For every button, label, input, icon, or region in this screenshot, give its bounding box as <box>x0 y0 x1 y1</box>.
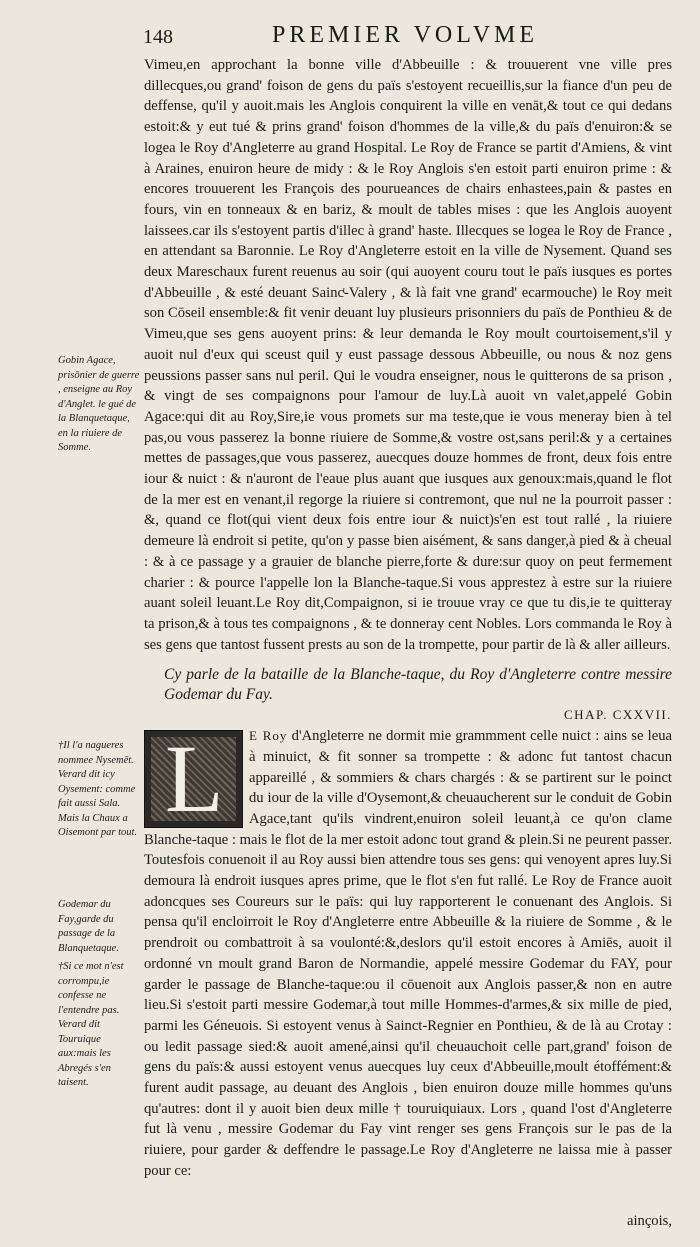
chapter-number: CHAP. CXXVII. <box>564 707 672 723</box>
chapter-title: Cy parle de la bataille de la Blanche-taque, du Roy d'Angleterre contre messire Godemar du Fay. <box>164 666 672 704</box>
paragraph-lead: E Roy <box>249 728 288 744</box>
margin-note-nysement: †Il l'a nagueres nommee Nysemēt. Verard dit icy Oysement: comme fait aussi Sala. Mais la Chaux a Oisemont par tout. <box>58 740 138 838</box>
main-text <box>144 55 672 1182</box>
running-title: PREMIER VOLVME <box>272 22 539 48</box>
page-number: 148 <box>143 26 173 48</box>
paragraph-2 <box>144 726 672 1181</box>
chapter-number-row <box>144 705 672 726</box>
paragraph-2-text: d'Angleterre ne dormit mie grammment celle nuict : ains se leua à minuict, & fit sonner sa trompette : & adonc fut tantost chacun appareillé , & sommiers & chars chargés : & se partirent sur le poinct du iour de la ville d'Oysemont,& cheuaucherent sur le conduit de Gobin Agace,tant qu'ils vindrent,enuiron soleil leuant,à ce qu'on clame Blanche-taque : mais le flot de la mer estoit adonc tout grand & plein.Si ne peurent passer. Toutesfois conuenoit il au Roy aussi bien attendre tous ses gens: qui venoyent apres luy.Si demoura là endroit iusques apres prime, que le flot s'en fut rallé. Le Roy de France auoit adoncques ses Coureurs sur le païs: qui luy rapporterent le conuenant des Anglois. Si pensa qu'il encloirroit le Roy d'Angleterre entre Abbeuille & la riuiere de Somme , & le prendroit ou combattroit à sa voulonté:&,deslors qu'il estoit encores à Amiēs, auoit il ordonné vn moult grand Baron de Normandie, appelé messire Godemar du FAY, pour garder le passage de Blanche-taque:ou il cōuenoit aux Anglois passer,& non en autre lieu.Si s'estoit parti messire Godemar,à tout mille Hommes-d'armes,& six mille de pied, parmi les Géneuois. Si estoyent venus à Sainct-Regnier en Ponthieu, & de là au Crotay : ou ledit passage sied:& auoit amené,ainsi qu'il cheuauchoit celle part,grand' foison de gens du païs:& aussi estoyent venus auecques luy ceux d'Abbeuille,moult étoffément:& furent audit passage, au deuant des Anglois , bien enuiron douze mille hommes qu'uns qu'autres: dont il y auoit bien deux mille † touruiquiaux. Lors , quand l'ost d'Angleterre fut là venu , messire Godemar du Fay vint renger ses gens François sur le pas de la riuiere, pour garder & deffendre le passage.Le Roy d'Angleterre ne laissa mie à passer pour ce: <box>144 728 672 1179</box>
chapter-heading <box>144 665 672 705</box>
paragraph-1: Vimeu,en approchant la bonne ville d'Abbeuille : & trouuerent vne ville pres dillecques,ou grand' foison de gens du païs s'estoyent recueillis,sur la fiance d'un peu de deffense, qu'il y auoit.mais les Anglois conquirent la ville en venāt,& tout ce qui dedans estoit:& y eut tué & prins grand' foison d'hommes de la ville,& du païs d'enuiron:& se logea le Roy d'Angleterre au grand Hospital. Le Roy de France se partit d'Amiens, & vint à Araines, enuiron heure de midy : & le Roy Anglois s'en estoit parti enuiron prime : & encores trouuerent les François des pourueances de chairs enhastees,pain & pastes en fours, vin en tonneaux & en bariz, & moult de tables mises : que les Anglois auoyent laissees.car ils s'estoyent partis d'illec à grand' haste. Illecques se logea le Roy de France , en attendant sa Baronnie. Le Roy d'Angleterre estoit en la ville de Nysement. Quand ses deux Mareschaux furent reuenus au soir (qui auoyent couru tout le païs iusques es portes d'Abbeuille , & esté deuant Saincͭ-Valery , & là fait vne grand' ecarmouche) le Roy meit son Cōseil ensemble:& fit venir deuant luy plusieurs prisonniers du païs de Ponthieu & de Vimeu,que ses gens auoyent prins: & leur demanda le Roy moult courtoisement,s'il y auoit nul d'eux qui sceust quil y eust passage dessous Abbeuille, ou nous & noz gens peussions passer sans nul peril. Qui le voudra enseigner, nous le quitterons de sa prison , & vingt de ses compaignons pour l'amour de luy.Là auoit vn valet,appelé Gobin Agace:qui dit au Roy,Sire,ie vous promets sur ma teste,que ie vous meneray bien à tel pas,ou vous passerez la bonne riuiere de Somme,& vostre ost,sans peril:& y a certaines mettes de passages,que vous passerez, auecques douze hommes de front, deux fois entre iour & nuict : & n'auront de l'eaue plus auant que iusques aux genoux:mais,quand le flot de la mer est en venant,il regorge la riuiere si contremont, que nul ne la pourroit passer : &, quand ce flot(qui vient deux fois entre iour & nuict)s'en est tout rallé , la riuiere demeure là endroit si petite, qu'on y passe bien aisément, & sans danger,à pied & à cheual : & à ce passage y a grauier de blanche pierre,forte & dure:sur quoy on peut fermement charier : & pource l'appelle lon la Blanche-taque.Si vous apprestez à estre sur la riuiere auant soleil leuant.Le Roy dit,Compaignon, si ie trouue vray ce que tu dis,ie te quitteray ta prison,& à tous tes compaignons , & te donneray cent Nobles. Lors commanda le Roy à ses gens que tantost fussent prests au son de la trompette, pour partir de là & aller ailleurs. <box>144 57 672 653</box>
margin-note-touruique: †Si ce mot n'est corrompu,ie confesse ne l'entendre pas. Verard dit Touruique aux:mais les Abregés s'en taisent. <box>58 961 124 1088</box>
page-header <box>0 22 700 52</box>
initial-letter: L <box>165 725 224 833</box>
decorated-initial <box>144 725 243 833</box>
margin-note-godemar: Godemar du Fay,garde du passage de la Blanquetaque. <box>58 899 119 954</box>
catchword: ainçois, <box>627 1213 672 1229</box>
margin-note-gobin: Gobin Agace, prisōnier de guerre , enseigne au Roy d'Anglet. le gué de la Blanquetaque, en la riuiere de Somme. <box>58 355 140 453</box>
